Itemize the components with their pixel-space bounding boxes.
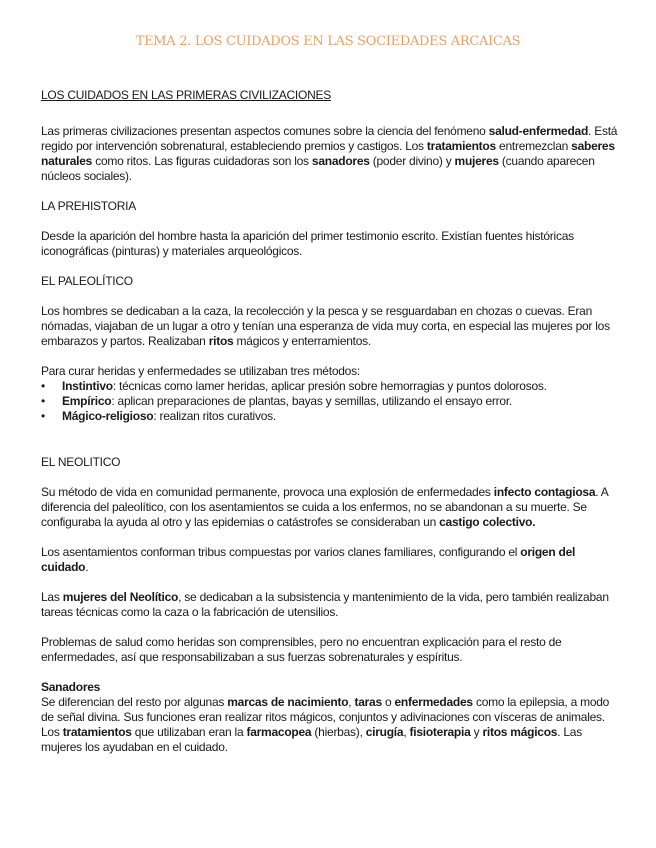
bullet-icon: • [41,379,45,393]
section-heading-paleolitico: EL PALEOLÍTICO [41,274,133,288]
text-run: . [85,560,89,574]
method-name: Mágico-religioso [62,409,154,423]
text-run: como ritos. Las figuras cuidadoras son los [92,154,312,168]
text-run: y [470,725,483,739]
bold-term: farmacopea [246,725,312,739]
text-run: que utilizaban eran la [131,725,247,739]
bold-term: enfermedades [394,695,473,709]
text-run: , se dedicaban a la subsistencia y mantenimiento de la vida, pero también realizaban tareas técnicas como la caza o la fabricación de utensilios. [41,590,609,619]
text-run: Los hombres se dedicaban a la caza, la recolección y la pesca y se resguardaban en chozas o cuevas. Eran nómadas, viajaban de un lugar a otro y tenían una esperanza de vida muy corta, en especial las mujeres por los embarazos y partos. Realizaban [41,304,610,348]
bold-term: mujeres [454,154,499,168]
text-run: (cuando aparecen núcleos sociales). [41,154,595,183]
bold-term: cirugía [365,725,404,739]
spacer [41,424,621,455]
subheading-sanadores: Sanadores [41,680,101,694]
list-item [41,379,621,394]
paragraph-prehistoria: Desde la aparición del hombre hasta la aparición del primer testimonio escrito. Existían fuentes históricas iconográficas (pinturas) y materiales arqueológicos. [41,229,574,258]
text-run: Los asentamientos conforman tribus compuestas por varios clanes familiares, configurando el [41,545,521,559]
method-description: : realizan ritos curativos. [153,409,276,423]
section-heading-primeras-civilizaciones: LOS CUIDADOS EN LAS PRIMERAS CIVILIZACIONES [41,88,331,102]
method-name: Instintivo [62,379,113,393]
method-name: Empírico [62,394,112,408]
bold-term: marcas de nacimiento [227,695,349,709]
bold-term: ritos [208,334,234,348]
text-run: como la epilepsia, a modo de señal divina. Sus funciones eran realizar ritos mágicos, conjuntos y adivinaciones con vísceras de animales. Los [41,695,610,739]
bold-term: mujeres del Neolítico [62,590,179,604]
text-run: entremezclan [495,139,572,153]
paragraph-neolitico-1 [41,485,621,530]
text-run: Las [41,590,63,604]
text-run: . Está regido por intervención sobrenatural, estableciendo premios y castigos. Los [41,124,618,153]
bold-term: sanadores [311,154,370,168]
bold-term: taras [354,695,382,709]
paragraph-sanadores [41,695,621,755]
bold-term: origen del cuidado [41,545,576,574]
bullet-icon: • [41,409,45,423]
bold-term: castigo colectivo. [439,515,536,529]
bold-term: tratamientos [62,725,132,739]
paragraph-neolitico-2 [41,545,621,575]
text-run: Se diferencian del resto por algunas [41,695,228,709]
methods-intro: Para curar heridas y enfermedades se utilizaban tres métodos: [41,364,360,378]
document-title: TEMA 2. LOS CUIDADOS EN LAS SOCIEDADES ARCAICAS [135,34,521,49]
text-run: Las primeras civilizaciones presentan aspectos comunes sobre la ciencia del fenómeno [41,124,489,138]
paragraph-paleolitico [41,304,621,349]
bold-term: fisioterapia [409,725,471,739]
paragraph-neolitico-3 [41,590,621,620]
text-run: . Las mujeres los ayudaban en el cuidado. [41,725,582,754]
list-item [41,409,621,424]
text-run: mágicos y enterramientos. [233,334,372,348]
bold-term: tratamientos [426,139,496,153]
text-run: , [348,695,355,709]
section-heading-neolitico: EL NEOLITICO [41,455,121,469]
bold-term: salud-enfermedad [488,124,589,138]
text-run: (poder divino) y [369,154,455,168]
method-description: : aplican preparaciones de plantas, bayas y semillas, utilizando el ensayo error. [111,394,513,408]
text-run: . A diferencia del paleolítico, con los asentamientos se cuida a los enfermos, no se abandonan a su muerte. Se configuraba la ayuda al otro y las epidemias o catástrofes se consideraban un [41,485,608,529]
text-run: (hierbas), [311,725,366,739]
text-run: , [403,725,410,739]
bold-term: ritos mágicos [482,725,558,739]
bold-term: saberes naturales [41,139,615,168]
document-body [41,88,621,755]
text-run: o [381,695,395,709]
list-item [41,394,621,409]
bold-term: infecto contagiosa [493,485,596,499]
paragraph-neolitico-4: Problemas de salud como heridas son comprensibles, pero no encuentran explicación para el resto de enfermedades, así que responsabilizaban a sus fuerzas sobrenaturales y espíritus. [41,635,562,664]
paragraph-primeras-civilizaciones [41,124,621,184]
method-description: : técnicas como lamer heridas, aplicar presión sobre hemorragias y puntos dolorosos. [112,379,547,393]
section-heading-prehistoria: LA PREHISTORIA [41,199,136,213]
methods-list [41,379,621,424]
bullet-icon: • [41,394,45,408]
text-run: Su método de vida en comunidad permanente, provoca una explosión de enfermedades [41,485,494,499]
